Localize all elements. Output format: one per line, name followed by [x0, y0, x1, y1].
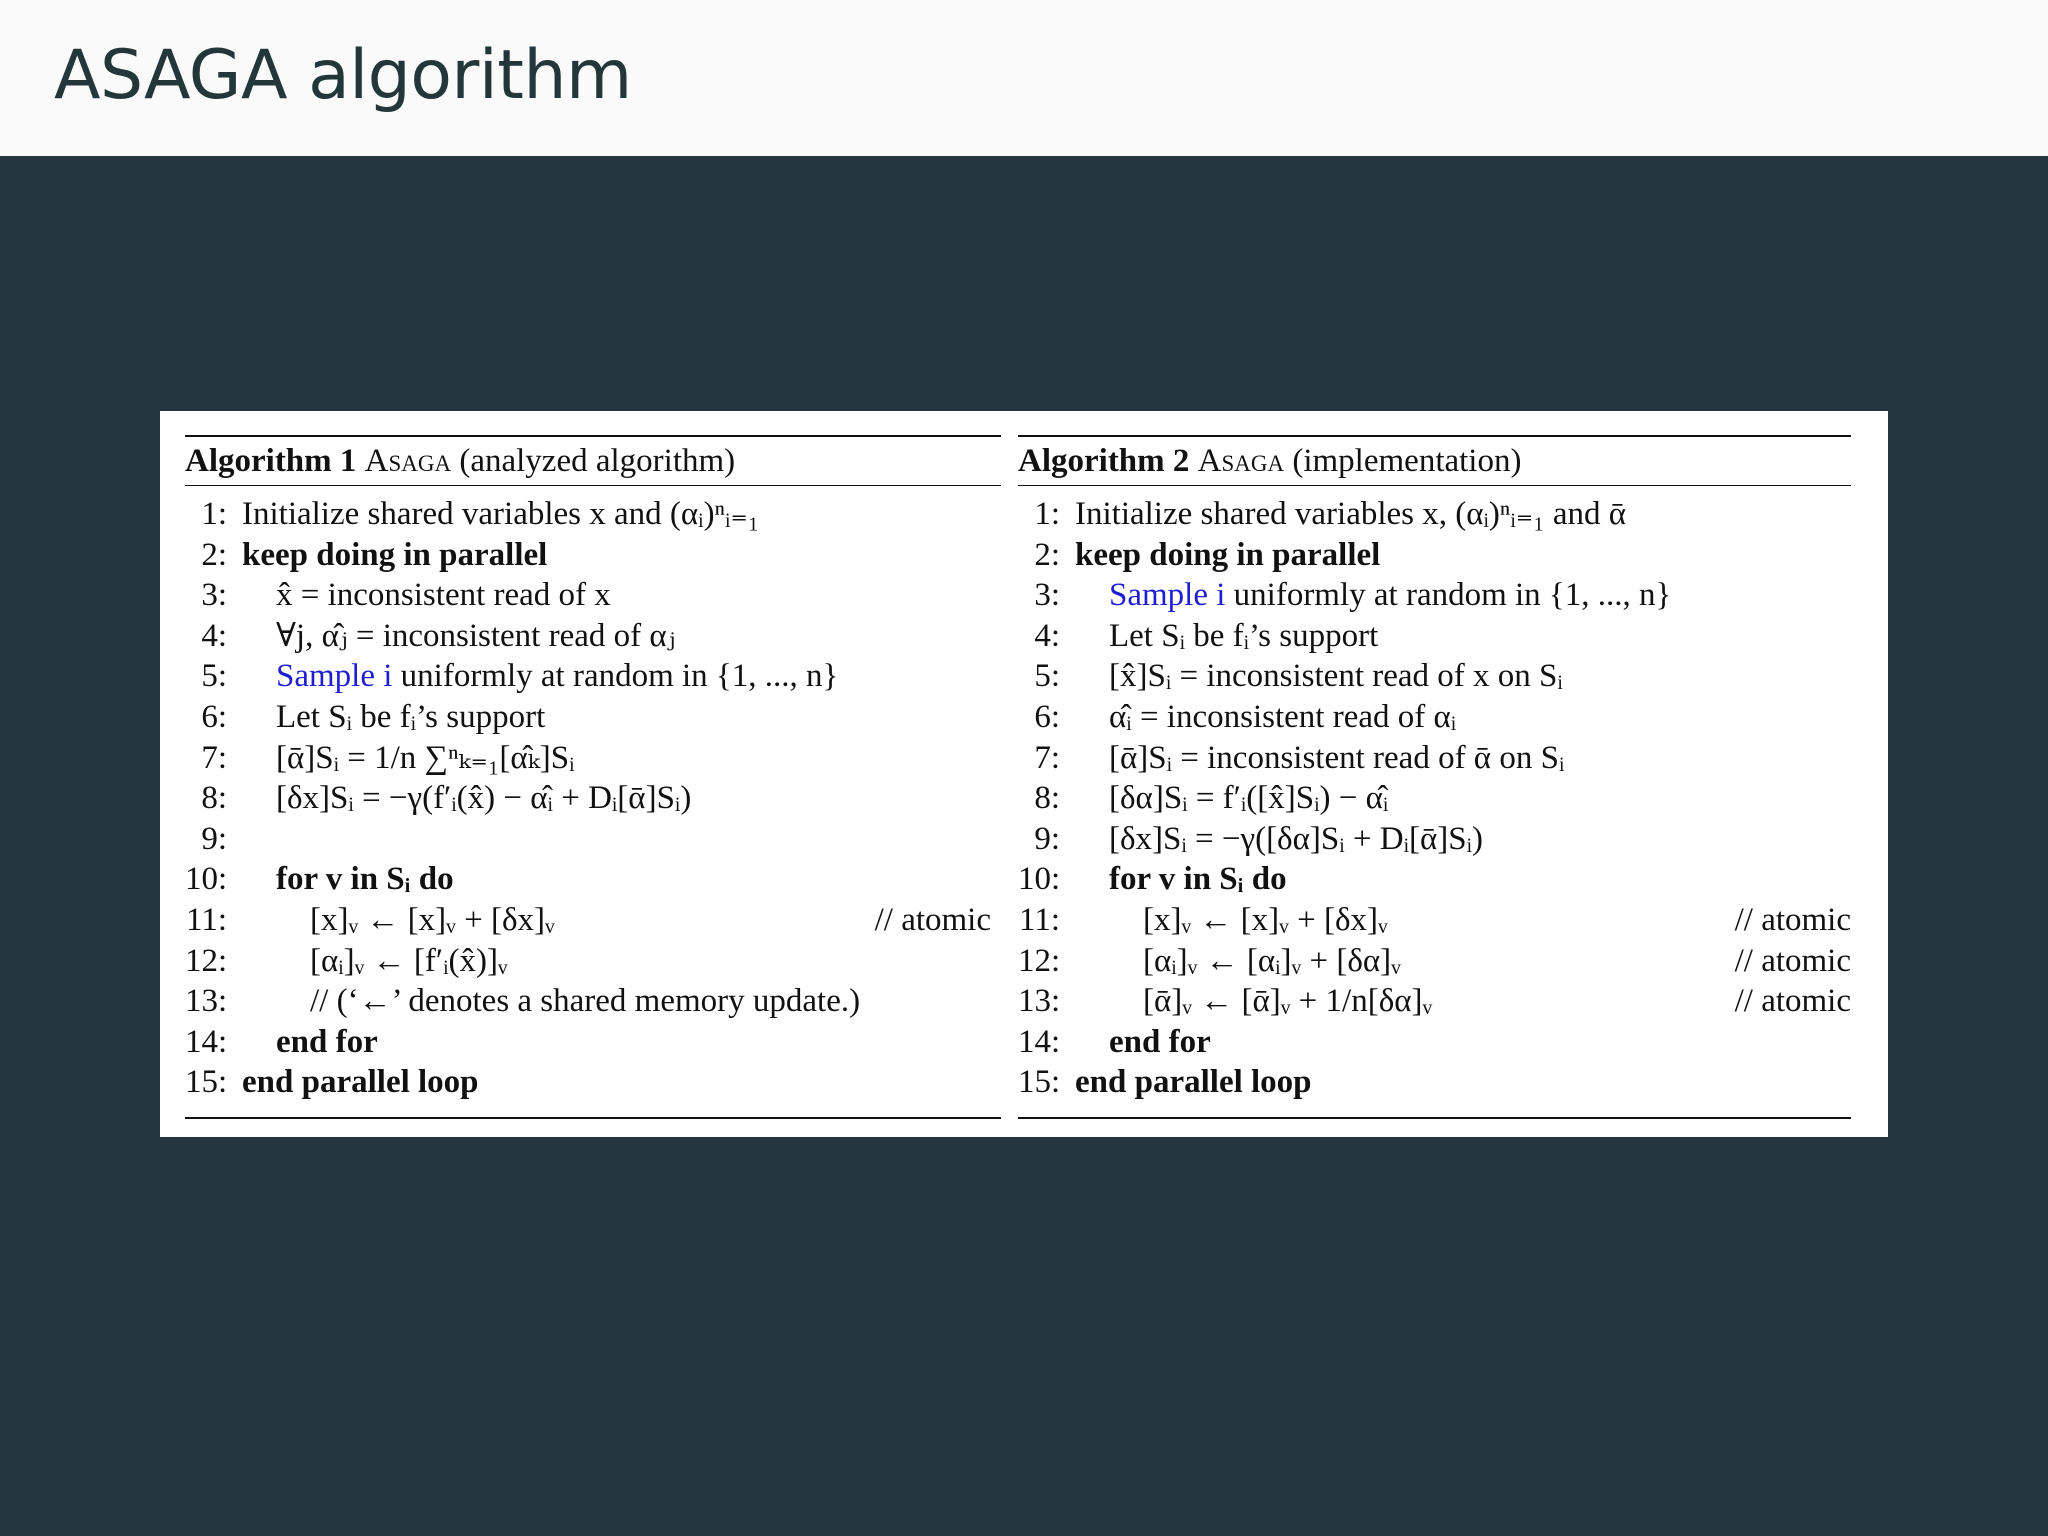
line-number: 9: — [1034, 820, 1060, 857]
line-number: 11: — [1019, 901, 1060, 938]
algorithm-2-header — [1018, 437, 1851, 486]
line-number: 12: — [1018, 942, 1061, 979]
algorithm-line — [1018, 656, 1851, 697]
algorithm-line — [185, 859, 1001, 900]
line-text — [276, 656, 838, 697]
line-number: 2: — [201, 536, 227, 573]
algorithm-1-label: Algorithm 1 — [185, 443, 357, 479]
line-number: 15: — [185, 1064, 228, 1101]
algorithm-line — [1018, 575, 1851, 616]
line-number: 5: — [1034, 658, 1060, 695]
line-number: 8: — [201, 780, 227, 817]
line-text — [1109, 575, 1671, 616]
algorithm-line — [1018, 535, 1851, 576]
line-text: // (‘←’ denotes a shared memory update.) — [310, 983, 861, 1020]
atomic-comment: // atomic — [1734, 901, 1851, 938]
line-text: [ᾱ]ᵥ ← [ᾱ]ᵥ + 1/n[δα]ᵥ — [1143, 983, 1433, 1020]
line-number: 7: — [201, 739, 227, 776]
line-text: for v in Sᵢ do — [1109, 861, 1287, 898]
algorithm-line — [185, 778, 1001, 819]
algorithm-line — [185, 738, 1001, 779]
line-number: 13: — [1018, 983, 1061, 1020]
line-text: end for — [276, 1023, 378, 1060]
algorithm-line — [1018, 1062, 1851, 1103]
line-text: end for — [1109, 1023, 1211, 1060]
algorithm-2-box — [1018, 435, 1851, 1119]
line-number: 14: — [185, 1023, 228, 1060]
algorithm-line — [185, 656, 1001, 697]
algorithm-1-header — [185, 437, 1001, 486]
algorithm-line — [1018, 778, 1851, 819]
sample-highlight: Sample i — [1109, 577, 1226, 614]
line-text: [δx]Sᵢ = −γ(f′ᵢ(x̂) − α̂ᵢ + Dᵢ[ᾱ]Sᵢ) — [276, 780, 692, 817]
line-text: [x̂]Sᵢ = inconsistent read of x on Sᵢ — [1109, 658, 1563, 695]
line-text: ∀j, α̂ⱼ = inconsistent read of αⱼ — [276, 617, 676, 654]
algorithm-line — [185, 494, 1001, 535]
algorithm-line — [185, 535, 1001, 576]
algorithm-line — [185, 1022, 1001, 1063]
algorithm-2-label: Algorithm 2 — [1018, 443, 1190, 479]
algorithm-line — [185, 941, 1001, 982]
line-number: 1: — [201, 496, 227, 532]
algorithm-line — [1018, 697, 1851, 738]
line-text: [δα]Sᵢ = f′ᵢ([x̂]Sᵢ) − α̂ᵢ — [1109, 780, 1389, 817]
slide-title: ASAGA algorithm — [54, 36, 632, 115]
atomic-comment: // atomic — [1734, 983, 1851, 1020]
line-number: 7: — [1034, 739, 1060, 776]
line-number: 6: — [201, 698, 227, 735]
algorithm-line — [1018, 819, 1851, 860]
algorithm-line — [1018, 941, 1851, 982]
algorithm-line — [185, 1062, 1001, 1103]
line-text: [αᵢ]ᵥ ← [f′ᵢ(x̂)]ᵥ — [310, 942, 508, 979]
atomic-comment: // atomic — [1734, 942, 1851, 979]
algorithm-line — [1018, 616, 1851, 657]
line-number: 3: — [1034, 577, 1060, 614]
line-text: Initialize shared variables x and (αᵢ)ⁿᵢ₌₁ — [242, 496, 760, 532]
atomic-comment: // atomic — [874, 901, 991, 938]
algorithms-figure — [160, 411, 1888, 1137]
algorithm-line — [185, 575, 1001, 616]
line-text: keep doing in parallel — [1075, 536, 1381, 573]
line-number: 15: — [1018, 1064, 1061, 1101]
sample-highlight: Sample i — [276, 658, 393, 695]
algorithm-line — [185, 697, 1001, 738]
line-number: 3: — [201, 577, 227, 614]
algorithm-line — [185, 819, 1001, 860]
line-text: [αᵢ]ᵥ ← [αᵢ]ᵥ + [δα]ᵥ — [1143, 942, 1401, 979]
line-text: [x]ᵥ ← [x]ᵥ + [δx]ᵥ — [310, 901, 555, 938]
algorithm-1-subtitle: (analyzed algorithm) — [459, 443, 736, 479]
line-text: Let Sᵢ be fᵢ’s support — [1109, 617, 1379, 654]
line-text-rest: uniformly at random in {1, ..., n} — [1225, 577, 1672, 614]
line-number: 4: — [1034, 617, 1060, 654]
line-number: 2: — [1034, 536, 1060, 573]
line-number: 11: — [186, 901, 227, 938]
algorithm-2-name: Asaga — [1197, 443, 1285, 479]
algorithm-2-subtitle: (implementation) — [1292, 443, 1522, 479]
algorithm-line — [185, 616, 1001, 657]
line-number: 14: — [1018, 1023, 1061, 1060]
algorithm-line — [1018, 981, 1851, 1022]
algorithm-line — [1018, 494, 1851, 535]
slide-header — [0, 0, 2048, 156]
line-text: Initialize shared variables x, (αᵢ)ⁿᵢ₌₁ and ᾱ — [1075, 496, 1627, 532]
line-text: [x]ᵥ ← [x]ᵥ + [δx]ᵥ — [1143, 901, 1388, 938]
line-text: [δx]Sᵢ = −γ([δα]Sᵢ + Dᵢ[ᾱ]Sᵢ) — [1109, 820, 1483, 857]
line-text: [ᾱ]Sᵢ = 1/n ∑ⁿₖ₌₁[α̂ₖ]Sᵢ — [276, 739, 575, 776]
algorithm-1-box — [185, 435, 1001, 1119]
line-text-rest: uniformly at random in {1, ..., n} — [392, 658, 839, 695]
line-text: α̂ᵢ = inconsistent read of αᵢ — [1109, 698, 1457, 735]
algorithm-line — [1018, 738, 1851, 779]
line-number: 10: — [185, 861, 228, 898]
line-number: 5: — [201, 658, 227, 695]
algorithm-1-name: Asaga — [364, 443, 452, 479]
line-text: x̂ = inconsistent read of x — [276, 577, 611, 614]
algorithm-line — [1018, 859, 1851, 900]
algorithm-line — [185, 900, 1001, 941]
line-number: 9: — [201, 820, 227, 857]
line-number: 12: — [185, 942, 228, 979]
line-number: 10: — [1018, 861, 1061, 898]
line-text: end parallel loop — [242, 1064, 479, 1101]
algorithm-line — [1018, 1022, 1851, 1063]
line-number: 6: — [1034, 698, 1060, 735]
line-number: 4: — [201, 617, 227, 654]
line-text: Let Sᵢ be fᵢ’s support — [276, 698, 546, 735]
line-text: for v in Sᵢ do — [276, 861, 454, 898]
line-number: 1: — [1034, 496, 1060, 532]
line-number: 13: — [185, 983, 228, 1020]
line-text: end parallel loop — [1075, 1064, 1312, 1101]
algorithm-2-lines — [1018, 486, 1851, 1103]
algorithm-1-lines — [185, 486, 1001, 1103]
line-text: keep doing in parallel — [242, 536, 548, 573]
algorithm-line — [1018, 900, 1851, 941]
line-text: [ᾱ]Sᵢ = inconsistent read of ᾱ on Sᵢ — [1109, 739, 1565, 776]
line-number: 8: — [1034, 780, 1060, 817]
algorithm-line — [185, 981, 1001, 1022]
